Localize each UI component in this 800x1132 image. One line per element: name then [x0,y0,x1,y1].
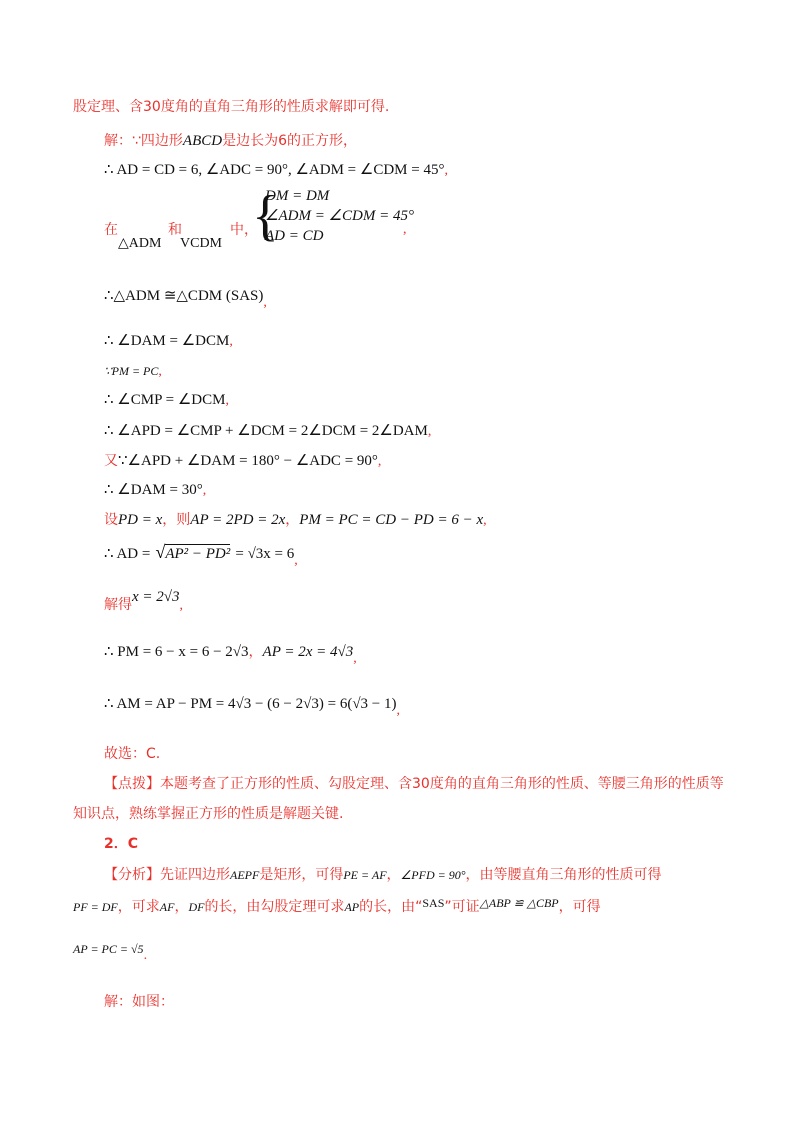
math-line [104,693,400,718]
math-line [104,641,357,666]
math-expr: ∴ ∠DAM = ∠DCM [104,333,230,349]
text-fragment: 的长，由“ [359,899,423,915]
math-expr: x = 2√3 [132,589,180,605]
math-expr: = √3x = 6 [235,546,295,562]
math-expr: PF = DF [73,900,118,914]
math-expr: ∵∠APD + ∠DAM = 180° − ∠ADC = 90° [118,453,378,469]
math-line [104,479,206,500]
math-expr: ∴ ∠DAM = 30° [104,482,203,498]
math-expr: AP = 2PD = 2x [190,512,286,528]
text-fragment: 又 [104,453,118,469]
left-brace: { [252,185,279,247]
answer-line: 故选：C. [104,746,161,762]
text-fragment: ， [285,512,300,528]
math-line [104,330,233,351]
math-line [104,450,381,471]
math-line [104,509,487,530]
text-line: 股定理、含30度角的直角三角形的性质求解即可得. [73,99,390,115]
math-line [73,938,148,963]
text-fragment: ， [386,867,401,883]
math-expr: ∠PFD = 90° [400,868,466,882]
math-expr: ABCD [182,133,223,149]
sqrt-icon: √ [155,542,166,562]
punct: . [143,948,148,963]
math-expr: ∴ ∠APD = ∠CMP + ∠DCM = 2∠DCM = 2∠DAM [104,423,428,439]
punct: , [229,334,233,349]
math-expr: ∴ AD = [104,546,151,562]
math-expr: AP = PC = √5 [73,942,144,956]
math-expr: ∴ AM = AP − PM = 4√3 − (6 − 2√3) = 6(√3 − 1) [104,696,397,712]
solution-line [104,130,357,150]
text-fragment: ， [248,644,263,660]
text-fragment: ”可证 [444,899,480,915]
solution-label: 解：∵四边形 [104,133,183,149]
text-fragment: 是矩形，可得 [259,867,344,883]
math-expr: PD = x [118,512,163,528]
math-expr: AEPF [230,868,260,882]
text-fragment: 【分析】先证四边形 [104,867,230,883]
math-expr: PE = AF [343,868,387,882]
punct: , [179,598,184,613]
question-number: 2．C [104,836,139,852]
equation: AD = CD [265,228,324,244]
text-fragment: 和 [168,222,182,238]
math-expr: ∴△ADM ≅△CDM (SAS) [104,288,264,304]
equation: ∠ADM = ∠CDM = 45° [265,208,414,224]
solution-label: 解得 [104,597,132,613]
math-expr: AP = 2x = 4√3 [262,644,354,660]
punct: , [353,651,357,666]
math-expr: ∴ AD = CD = 6, ∠ADC = 90°, ∠ADM = ∠CDM = 45° [104,162,445,178]
analysis-line [104,864,662,884]
text-fragment: ，可求 [117,899,160,915]
triangle-label: VCDM [180,236,223,251]
math-line [104,285,267,310]
math-expr: AP [344,900,360,914]
math-line [104,360,162,381]
punct: , [444,163,448,178]
math-radicand: AP² − PD² [165,546,231,562]
math-line [104,542,298,568]
punct: , [294,553,298,568]
text-fragment: 是边长为6的正方形， [222,133,358,149]
math-expr: PM = PC = CD − PD = 6 − x [299,512,484,528]
text-fragment: 在 [104,222,118,238]
punct: , [403,222,407,237]
text-fragment: ，由等腰直角三角形的性质可得 [465,867,662,883]
punct: , [158,364,162,379]
punct: , [263,295,267,310]
punct: , [202,483,207,498]
triangle-label: △ADM [118,236,162,251]
math-expr: AF [159,900,175,914]
math-expr: ∴ PM = 6 − x = 6 − 2√3 [104,644,249,660]
analysis-line [73,896,601,916]
equation-system [265,186,414,246]
solution-label: 解：如图： [104,994,174,1010]
math-line [104,589,184,615]
text-fragment: 中， [230,222,258,238]
math-expr: SAS [422,896,445,910]
text-fragment: ，则 [162,512,191,528]
text-fragment: ，可得 [558,899,601,915]
math-line [104,420,431,441]
math-expr: DF [188,900,205,914]
punct: , [396,703,400,718]
math-line [104,389,229,410]
text-fragment: ， [174,899,189,915]
punct: , [427,424,432,439]
punct: , [225,393,229,408]
math-line [104,159,448,180]
equation: DM = DM [265,188,330,204]
tip-line: 知识点，熟练掌握正方形的性质是解题关键. [73,806,344,822]
text-fragment: 的长，由勾股定理可求 [204,899,345,915]
punct: , [483,513,487,528]
math-expr: ∴ ∠CMP = ∠DCM [104,392,226,408]
text-fragment: 设 [104,512,118,528]
math-expr: △ABP ≌ △CBP [479,896,559,910]
math-expr: ∵PM = PC [104,364,159,378]
tip-line: 【点拨】本题考查了正方形的性质、勾股定理、含30度角的直角三角形的性质、等腰三角形的性质等 [104,776,724,792]
punct: , [377,454,382,469]
